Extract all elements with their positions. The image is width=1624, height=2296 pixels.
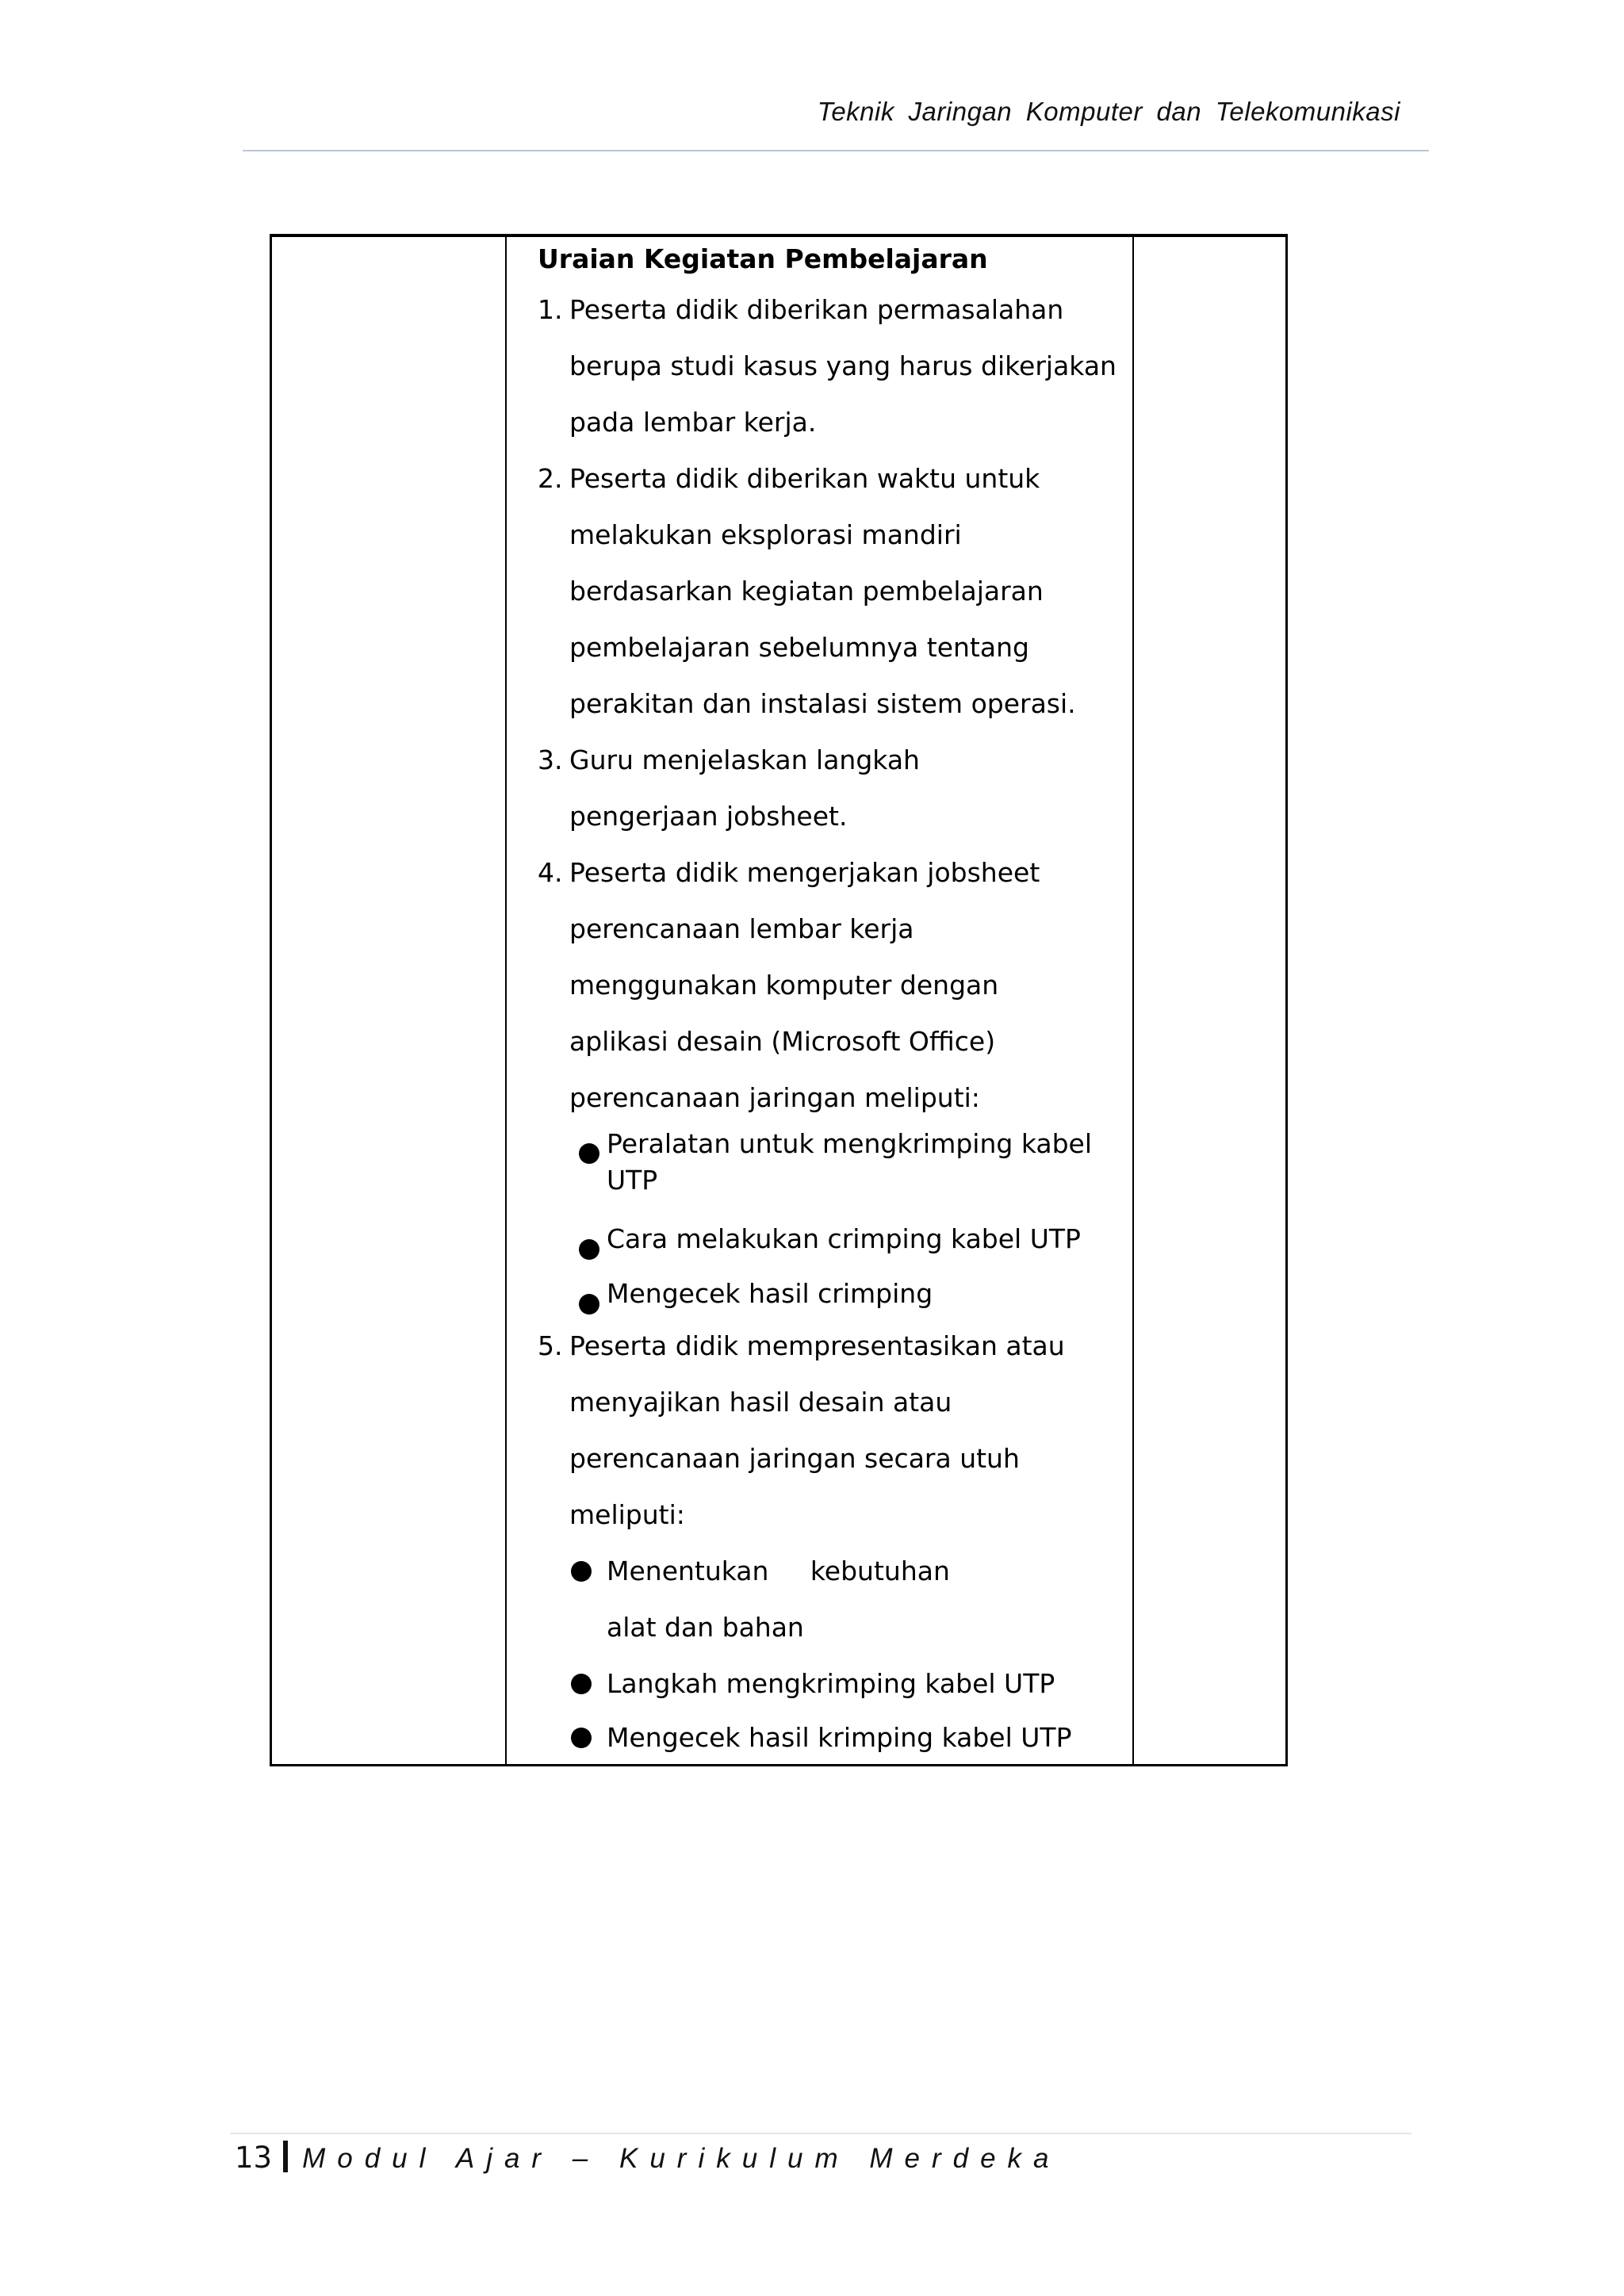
section-title: Uraian Kegiatan Pembelajaran	[538, 243, 988, 274]
item-line: Peserta didik mengerjakan jobsheet	[569, 857, 1040, 888]
item-line: meliputi:	[569, 1499, 685, 1530]
item-line: pembelajaran sebelumnya tentang	[569, 632, 1029, 663]
item-number: 5.	[538, 1330, 563, 1361]
header-title: Teknik Jaringan Komputer dan Telekomunikasi	[817, 97, 1400, 126]
activity-table	[270, 234, 1288, 1766]
item-line: perencanaan lembar kerja	[569, 913, 914, 944]
bullet-text: alat dan bahan	[607, 1612, 804, 1643]
item-line: pada lembar kerja.	[569, 407, 817, 438]
item-line: perencanaan jaringan secara utuh	[569, 1443, 1020, 1474]
page-footer	[235, 2141, 1061, 2175]
bullet-dot-icon	[579, 1143, 599, 1164]
item-line: pengerjaan jobsheet.	[569, 801, 848, 832]
module-title: Modul Ajar – Kurikulum Merdeka	[302, 2143, 1061, 2174]
item-line: Guru menjelaskan langkah	[569, 744, 920, 775]
page-number: 13	[235, 2141, 273, 2175]
column-divider-right	[1132, 237, 1134, 1764]
bullet-text: Mengecek hasil krimping kabel UTP	[607, 1722, 1072, 1753]
bullet-dot-icon	[571, 1674, 592, 1694]
item-line: melakukan eksplorasi mandiri	[569, 519, 962, 550]
footer-separator	[283, 2141, 288, 2172]
footer-divider	[230, 2133, 1411, 2134]
item-line: menggunakan komputer dengan	[569, 970, 999, 1001]
bullet-text: Peralatan untuk mengkrimping kabel	[607, 1128, 1092, 1159]
bullet-dot-icon	[579, 1239, 599, 1260]
bullet-text: UTP	[607, 1165, 658, 1196]
item-line: perakitan dan instalasi sistem operasi.	[569, 688, 1076, 719]
item-number: 3.	[538, 744, 563, 775]
item-line: Peserta didik diberikan waktu untuk	[569, 463, 1040, 494]
item-line: berupa studi kasus yang harus dikerjakan	[569, 350, 1116, 381]
bullet-text: Cara melakukan crimping kabel UTP	[607, 1223, 1081, 1254]
item-line: berdasarkan kegiatan pembelajaran	[569, 576, 1044, 607]
item-line: menyajikan hasil desain atau	[569, 1387, 952, 1418]
bullet-dot-icon	[571, 1561, 592, 1582]
header-divider	[243, 150, 1429, 151]
item-number: 2.	[538, 463, 563, 494]
bullet-text: Mengecek hasil crimping	[607, 1278, 933, 1309]
bullet-dot-icon	[579, 1294, 599, 1314]
bullet-text: Langkah mengkrimping kabel UTP	[607, 1668, 1055, 1699]
item-number: 1.	[538, 294, 563, 325]
item-line: aplikasi desain (Microsoft Office)	[569, 1026, 996, 1057]
bullet-dot-icon	[571, 1728, 592, 1748]
item-line: Peserta didik mempresentasikan atau	[569, 1330, 1065, 1361]
column-divider-left	[505, 237, 507, 1764]
item-line: perencanaan jaringan meliputi:	[569, 1082, 980, 1113]
item-line: Peserta didik diberikan permasalahan	[569, 294, 1064, 325]
bullet-text: Menentukan kebutuhan	[607, 1556, 950, 1586]
item-number: 4.	[538, 857, 563, 888]
